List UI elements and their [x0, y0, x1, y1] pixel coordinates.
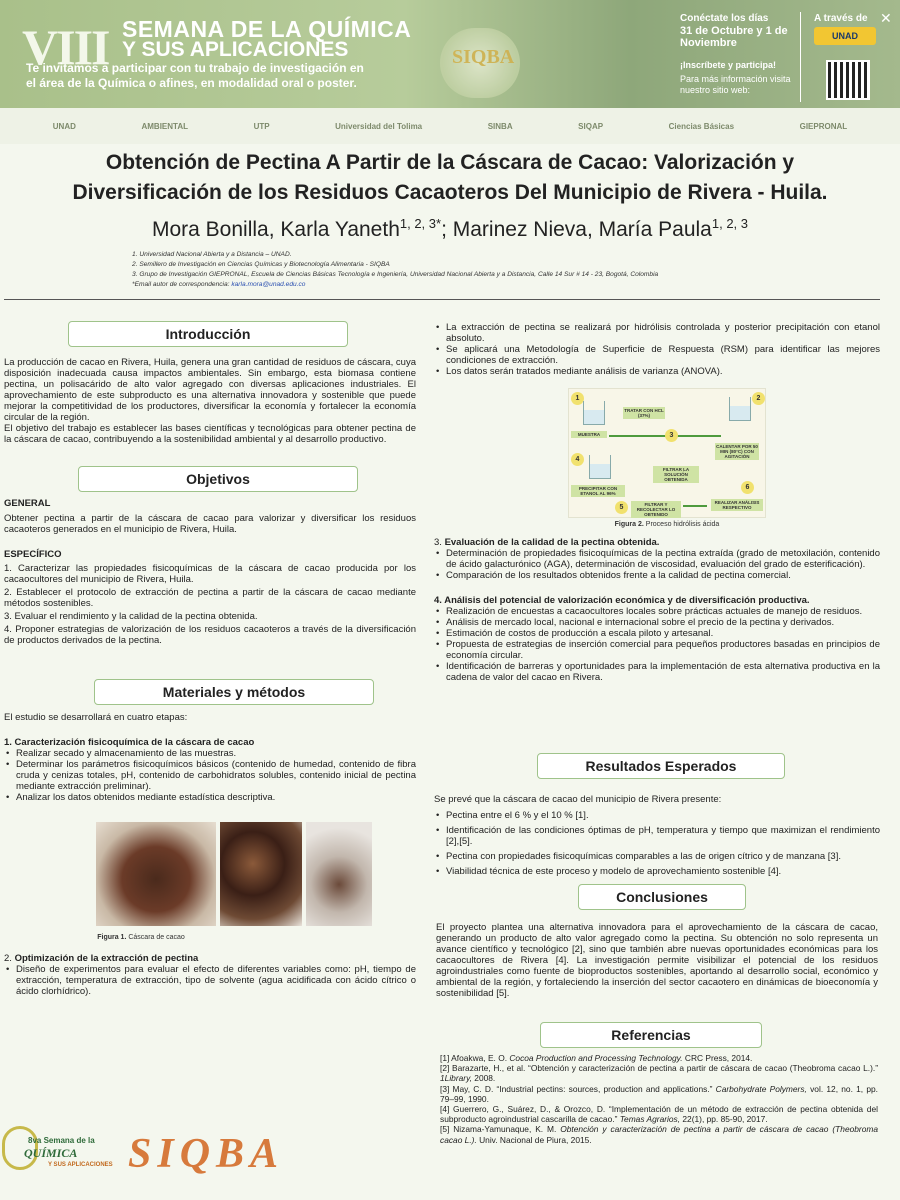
intro-body	[4, 357, 416, 445]
event-banner	[0, 0, 900, 108]
ref-post: CRC Press, 2014.	[682, 1053, 753, 1063]
list-item: • Pectina con propiedades fisicoquímicas comparables a las de origen cítrico y de manzana [3].	[434, 851, 880, 862]
referencias-body	[440, 1053, 878, 1145]
figure-2-caption	[568, 521, 766, 528]
figure-1-text: Cáscara de cacao	[126, 934, 185, 941]
methods-list	[434, 322, 880, 377]
author-1: Mora Bonilla, Karla Yaneth	[152, 218, 400, 241]
specific-objective: 4. Proponer estrategias de valorización de los residuos cacaoteros a través de la diversificación de productos derivados de la pectina.	[4, 624, 416, 646]
reference-item	[440, 1053, 878, 1063]
intro-paragraph: El objetivo del trabajo es establecer las bases científicas y tecnológicas para obtener pectina de la cáscara de cacao, contribuyendo a la sostenibilidad ambiental y al desarrollo productivo.	[4, 423, 416, 445]
step2-title: Optimización de la extracción de pectina	[14, 953, 199, 964]
figure-1-photos	[96, 822, 372, 926]
ref-pre: [1] Afoakwa, E. O.	[440, 1053, 510, 1063]
sponsor-logo: Universidad del Tolima	[335, 121, 423, 131]
beaker-icon	[583, 401, 605, 425]
sponsor-logo: UNAD	[52, 121, 76, 131]
figure-2-label: Figura 2.	[614, 521, 644, 528]
list-item: • Analizar los datos obtenidos mediante estadística descriptiva.	[4, 792, 416, 803]
ref-italic: Obtención y caracterización de pectina a partir de cáscara de cacao (Theobroma cacao L.).	[440, 1124, 879, 1145]
list-item: • Los datos serán tratados mediante análisis de varianza (ANOVA).	[434, 366, 880, 377]
banner-invite-line2: el área de la Química o afines, en modalidad oral o poster.	[26, 76, 357, 90]
specific-objective: 2. Establecer el protocolo de extracción de pectina a partir de la cáscara de cacao mediante métodos sostenibles.	[4, 587, 416, 609]
email-line	[132, 280, 852, 290]
list-item: • Viabilidad técnica de este proceso y modelo de aprovechamiento sostenible [4].	[434, 866, 880, 877]
banner-connect: Conéctate los días	[680, 13, 769, 24]
list-item: • La extracción de pectina se realizará por hidrólisis controlada y posterior precipitación con etanol absoluto.	[434, 322, 880, 344]
step2-body	[4, 953, 416, 997]
banner-event-line1: SEMANA DE LA QUÍMICA	[122, 16, 412, 42]
step2-heading	[4, 953, 416, 964]
list-item: • Propuesta de estrategias de inserción comercial para pequeños productores basadas en principios de economía circular.	[434, 639, 880, 661]
banner-roman-numeral: VIII	[22, 19, 109, 75]
objetivos-body	[4, 498, 416, 646]
semana-logo-line3: Y SUS APLICACIONES	[48, 1162, 113, 1168]
process-box-calentar: CALENTAR POR 50 MIN (80°C) CON AGITACIÓN	[716, 444, 758, 459]
section-conclusiones: Conclusiones	[578, 884, 746, 910]
sponsor-logo: SINBA	[487, 121, 513, 131]
ref-post: 2008.	[471, 1073, 496, 1084]
author-separator: ;	[441, 218, 453, 241]
process-box-muestra: MUESTRA	[571, 431, 607, 438]
beaker-icon	[729, 397, 751, 421]
sponsor-logo: UTP	[253, 121, 270, 131]
intro-paragraph: La producción de cacao en Rivera, Huila, genera una gran cantidad de residuos de cáscara, cuya disposición inadecuada causa impactos ambientales. Sin embargo, esta biomasa contiene pectina, un polisacárido de alto valor agregado con diversas aplicaciones industriales. El aprovechamiento de este subproducto es una alternativa innovadora y sostenible que puede mejorar la competitividad de los productores, diversificar la economía y fortalecer la economía circular de la región.	[4, 357, 416, 423]
general-objective: Obtener pectina a partir de la cáscara de cacao para valorizar y diversificar los residuos cacaoteros generados en el municipio de Rivera, Huila.	[4, 513, 416, 535]
ref-pre: [5] Nizama-Yamunaque, K. M.	[440, 1124, 561, 1135]
poster-title: Obtención de Pectina A Partir de la Cáscara de Cacao: Valorización y Diversificación de los Residuos Cacaoteros Del Municipio de Rivera - Huila.	[72, 151, 828, 204]
step1-list	[4, 748, 416, 803]
resultados-body	[434, 794, 880, 877]
reference-item	[440, 1104, 878, 1124]
process-box-tratar: TRATAR CON HCL (37%)	[624, 408, 664, 418]
reference-item	[440, 1124, 878, 1144]
ref-pre: [2] Barazarte, H., et al. “Obtención y caracterización de pectina a partir de cáscara de cacao (Theobroma cacao L.).”	[440, 1063, 878, 1074]
list-item: • Realización de encuestas a cacaocultores locales sobre prácticas actuales de manejo de residuos.	[434, 606, 880, 617]
process-box-analisis: REALIZAR ANÁLISIS RESPECTIVO	[711, 499, 763, 511]
step-number: 4	[571, 453, 584, 466]
affiliation: 2. Semillero de Investigación en Ciencias Químicas y Biotecnología Alimentaria - SIQBA	[132, 261, 390, 268]
dried-husk-photo	[220, 822, 302, 926]
banner-signup: ¡Inscríbete y participa!	[680, 60, 777, 70]
banner-more-info: Para más información visita nuestro sitio web:	[680, 74, 791, 95]
step-number: 1	[571, 392, 584, 405]
semana-logo-line2: QUÍMICA	[24, 1146, 78, 1160]
figure-1-label: Figura 1.	[97, 934, 127, 941]
sponsor-logo: Ciencias Básicas	[668, 121, 735, 131]
poster-authors	[30, 216, 870, 242]
process-box-recolectar: FILTRAR Y RECOLECTAR LO OBTENIDO	[631, 501, 681, 518]
semana-logo-line1: 8va Semana de la	[28, 1136, 95, 1145]
materiales-intro: El estudio se desarrollará en cuatro etapas:	[4, 712, 188, 723]
section-referencias: Referencias	[540, 1022, 762, 1048]
list-item: • Análisis de mercado local, nacional e internacional sobre el precio de la pectina y derivados.	[434, 617, 880, 628]
step2-list	[4, 964, 416, 997]
author-2-affil: 1, 2, 3	[711, 216, 748, 231]
conclusiones-body: El proyecto plantea una alternativa innovadora para el aprovechamiento de la cáscara de cacao, generando un producto de alto valor agregado como la pectina. Su obtención no solo representa un avance científico y tecnológico [2], sino que también abre nuevas oportunidades económicas para los cacaocultores de Rivera [4]. La investigación permite visibilizar el potencial de los residuos agroindustriales como fuente de bioproductos sostenibles, aportando al desarrollo social, económico y ambiental de la región, y fortaleciendo la inserción del sector cacaotero en dinámicas de bioeconomía y sostenibilidad [5].	[436, 922, 878, 999]
step3-title: Evaluación de la calidad de la pectina obtenida.	[444, 537, 660, 548]
section-objetivos: Objetivos	[78, 466, 358, 492]
affiliation: 3. Grupo de Investigación GIEPRONAL, Escuela de Ciencias Básicas Tecnología e Ingeniería, Universidad Nacional Abierta y a Distancia, Calle 14 Sur # 14 - 23, Bogotá, Colombia	[132, 271, 659, 278]
arrow-icon	[683, 505, 707, 507]
sponsor-logo: AMBIENTAL	[141, 121, 188, 131]
semana-quimica-logo	[2, 1122, 114, 1180]
banner-logo-text: SIQBA	[452, 46, 515, 68]
resultados-intro: Se prevé que la cáscara de cacao del municipio de Rivera presente:	[434, 794, 722, 805]
process-box-precipitar: PRECIPITAR CON ETANOL AL 96%	[571, 485, 625, 497]
affiliation: 1. Universidad Nacional Abierta y a Distancia – UNAD.	[132, 251, 292, 258]
step3-body	[434, 537, 880, 683]
email-label: *Email autor de correspondencia:	[132, 281, 232, 288]
unad-logo: UNAD	[814, 27, 876, 45]
step3-number: 3.	[434, 537, 445, 548]
figure-1-caption	[96, 934, 186, 941]
step-number: 3	[665, 429, 678, 442]
author-1-affil: 1, 2, 3*	[399, 216, 442, 231]
ref-italic: 1Library,	[440, 1073, 472, 1084]
sponsor-logo: SIQAP	[578, 121, 604, 131]
ref-italic: Carbohydrate Polymers,	[715, 1083, 807, 1094]
specific-objective: 3. Evaluar el rendimiento y la calidad de la pectina obtenida.	[4, 611, 258, 622]
banner-event-line2: Y SUS APLICACIONES	[122, 38, 349, 61]
step3-list	[434, 548, 880, 581]
section-introduccion: Introducción	[68, 321, 348, 347]
list-item: • Identificación de las condiciones óptimas de pH, temperatura y tiempo que maximizan el rendimiento [2],[5].	[434, 825, 880, 847]
banner-divider	[800, 12, 801, 102]
banner-dates: 31 de Octubre y 1 de Noviembre	[680, 25, 788, 49]
specific-objective: 1. Caracterizar las propiedades fisicoquímicas de la cáscara de cacao producida por los cacaocultores del municipio de Rivera, Huila.	[4, 563, 416, 585]
figure-2-text: Proceso hidrólisis ácida	[643, 521, 720, 528]
affiliations	[132, 250, 852, 290]
author-2: Marinez Nieva, María Paula	[452, 218, 712, 241]
step3-heading	[434, 537, 880, 548]
ref-post: 22(1), pp. 85-90, 2017.	[680, 1114, 768, 1125]
list-item: • Realizar secado y almacenamiento de las muestras.	[4, 748, 416, 759]
process-box-filtrar: FILTRAR LA SOLUCIÓN OBTENIDA	[653, 466, 699, 483]
list-item: • Se aplicará una Metodología de Superficie de Respuesta (RSM) para identificar las mejores condiciones de extracción.	[434, 344, 880, 366]
list-item: • Determinación de propiedades fisicoquímicas de la pectina extraída (grado de metoxilación, contenido de ácido galacturónico (AGA), determinación de viscosidad, evaluación del grado de esterificación).	[434, 548, 880, 570]
step-number: 6	[741, 481, 754, 494]
ref-post: vol. 12, no. 1, pp. 79–99, 1990.	[440, 1083, 878, 1104]
reference-item	[440, 1063, 878, 1083]
title-divider	[4, 299, 880, 300]
ref-italic: Temas Agrarios,	[619, 1114, 681, 1125]
siqba-banner-logo	[440, 28, 520, 98]
sponsor-logo: GIEPRONAL	[799, 121, 848, 131]
figure-2-diagram	[568, 388, 766, 518]
list-item: • Comparación de los resultados obtenidos frente a la calidad de pectina comercial.	[434, 570, 880, 581]
ref-italic: Cocoa Production and Processing Technology.	[509, 1053, 683, 1063]
mortar-photo	[306, 822, 372, 926]
step-number: 2	[752, 392, 765, 405]
banner-through: A través de	[814, 13, 868, 24]
ref-pre: [3] May, C. D. “Industrial pectins: sources, production and applications.”	[440, 1083, 716, 1094]
list-item: • Identificación de barreras y oportunidades para la implementación de esta alternativa productiva en la cadena de valor del cacao en Rivera.	[434, 661, 880, 683]
qr-code-icon[interactable]	[826, 60, 870, 100]
sponsor-logos	[0, 108, 900, 144]
section-materiales: Materiales y métodos	[94, 679, 374, 705]
email-link[interactable]: karla.mora@unad.edu.co	[231, 281, 306, 288]
list-item: • Estimación de costos de producción a escala piloto y artesanal.	[434, 628, 880, 639]
ref-pre: [4] Guerrero, G., Suárez, D., & Orozco, D. “Implementación de un método de extracción de pectina obtenida del subproducto agroindustrial cascarilla de cacao.”	[440, 1104, 878, 1125]
step4-list	[434, 606, 880, 683]
list-item: • Determinar los parámetros fisicoquímicos básicos (contenido de humedad, contenido de fibra cruda y cenizas totales, pH, contenido de carbohidratos solubles, contenido inicial de pectina mediante extracción preliminar).	[4, 759, 416, 792]
especifico-heading: ESPECÍFICO	[4, 549, 62, 560]
step1-heading: 1. Caracterización fisicoquímica de la cáscara de cacao	[4, 737, 255, 748]
cacao-pod-photo	[96, 822, 216, 926]
step2-number: 2.	[4, 953, 15, 964]
close-icon[interactable]: ✕	[880, 10, 892, 26]
step-number: 5	[615, 501, 628, 514]
section-resultados: Resultados Esperados	[537, 753, 785, 779]
step4-heading: 4. Análisis del potencial de valorización económica y de diversificación productiva.	[434, 595, 810, 606]
list-item: • Diseño de experimentos para evaluar el efecto de diferentes variables como: pH, tiempo de extracción, temperatura de extracción, tipo de solvente (agua acidificada con ácido cítrico o ácido clorhídrico).	[4, 964, 416, 997]
ref-post: Univ. Nacional de Piura, 2015.	[476, 1134, 592, 1145]
methods-continued	[434, 322, 880, 377]
siqba-logo: SIQBA	[128, 1131, 285, 1177]
banner-invite-line1: Te invitamos a participar con tu trabajo de investigación en	[26, 61, 364, 75]
materiales-body	[4, 712, 416, 803]
beaker-icon	[589, 455, 611, 479]
general-heading: GENERAL	[4, 498, 51, 509]
reference-item	[440, 1084, 878, 1104]
resultados-list	[434, 810, 880, 877]
list-item: • Pectina entre el 6 % y el 10 % [1].	[434, 810, 880, 821]
